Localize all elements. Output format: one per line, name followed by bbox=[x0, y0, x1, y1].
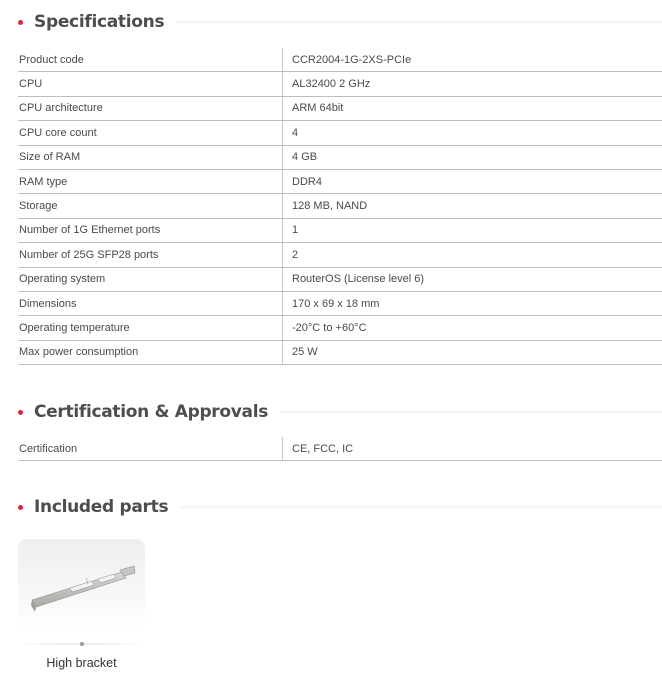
included-parts-header bbox=[18, 494, 662, 520]
table-row bbox=[18, 72, 662, 96]
spec-value: DDR4 bbox=[283, 169, 662, 193]
spec-label: CPU bbox=[18, 72, 283, 96]
bullet-icon bbox=[18, 20, 23, 25]
included-part-card[interactable] bbox=[18, 539, 145, 629]
spec-label: CPU architecture bbox=[18, 96, 283, 120]
section-title: Included parts bbox=[34, 497, 169, 517]
table-row bbox=[18, 243, 662, 267]
bullet-icon bbox=[18, 505, 23, 510]
spec-label: Number of 1G Ethernet ports bbox=[18, 218, 283, 242]
table-row bbox=[18, 218, 662, 242]
carousel-dot[interactable] bbox=[80, 642, 84, 646]
table-row bbox=[18, 96, 662, 120]
spec-label: Product code bbox=[18, 48, 283, 72]
table-row bbox=[18, 316, 662, 340]
spec-value: AL32400 2 GHz bbox=[283, 72, 662, 96]
spec-value: 4 GB bbox=[283, 145, 662, 169]
specifications-header bbox=[18, 9, 662, 35]
table-row bbox=[18, 48, 662, 72]
table-row bbox=[18, 145, 662, 169]
spec-label: Max power consumption bbox=[18, 340, 283, 364]
spec-value: 25 W bbox=[283, 340, 662, 364]
section-divider bbox=[280, 410, 662, 414]
table-row bbox=[18, 340, 662, 364]
spec-label: Size of RAM bbox=[18, 145, 283, 169]
spec-value: 2 bbox=[283, 243, 662, 267]
included-part-label: High bracket bbox=[46, 656, 117, 670]
table-row bbox=[18, 194, 662, 218]
section-divider bbox=[176, 20, 662, 24]
spec-value: 128 MB, NAND bbox=[283, 194, 662, 218]
table-row bbox=[18, 169, 662, 193]
bullet-icon bbox=[18, 410, 23, 415]
spec-label: RAM type bbox=[18, 169, 283, 193]
spec-label: Storage bbox=[18, 194, 283, 218]
section-divider bbox=[180, 505, 662, 509]
spec-value: 4 bbox=[283, 121, 662, 145]
spec-label: Operating temperature bbox=[18, 316, 283, 340]
table-row bbox=[18, 291, 662, 315]
section-title: Certification & Approvals bbox=[34, 402, 269, 422]
spec-value: 170 x 69 x 18 mm bbox=[283, 291, 662, 315]
table-row bbox=[18, 437, 662, 461]
spec-label: CPU core count bbox=[18, 121, 283, 145]
spec-label: Number of 25G SFP28 ports bbox=[18, 243, 283, 267]
spec-value: CCR2004-1G-2XS-PCIe bbox=[283, 48, 662, 72]
spec-value: RouterOS (License level 6) bbox=[283, 267, 662, 291]
spec-value: ARM 64bit bbox=[283, 96, 662, 120]
section-title: Specifications bbox=[34, 12, 165, 32]
spec-label: Dimensions bbox=[18, 291, 283, 315]
table-row bbox=[18, 121, 662, 145]
spec-value: -20°C to +60°C bbox=[283, 316, 662, 340]
certification-header bbox=[18, 399, 662, 425]
spec-value: CE, FCC, IC bbox=[283, 437, 662, 461]
certification-table bbox=[18, 437, 662, 461]
pcie-bracket-image bbox=[26, 564, 138, 614]
spec-value: 1 bbox=[283, 218, 662, 242]
spec-label: Operating system bbox=[18, 267, 283, 291]
spec-label: Certification bbox=[18, 437, 283, 461]
specifications-table bbox=[18, 48, 662, 365]
table-row bbox=[18, 267, 662, 291]
